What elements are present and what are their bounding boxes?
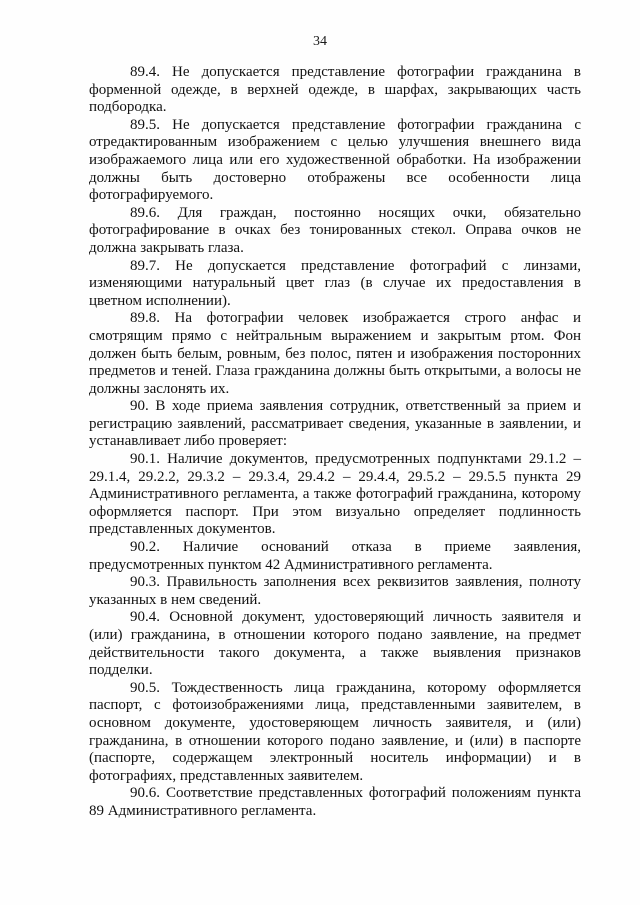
page-number: 34 xyxy=(313,34,327,49)
paragraph-89-7: 89.7. Не допускается представление фотографий с линзами, изменяющими натуральный цвет глаз (в случае их предоставления в цветном исполнении). xyxy=(89,257,581,309)
paragraph-89-5: 89.5. Не допускается представление фотографии гражданина с отредактированным изображением с целью улучшения внешнего вида изображаемого лица или его художественной обработки. На изображении должны быть достоверно отображены все особенности лица фотографируемого. xyxy=(89,116,581,204)
paragraph-90: 90. В ходе приема заявления сотрудник, ответственный за прием и регистрацию заявлений, рассматривает сведения, указанные в заявлении, и устанавливает либо проверяет: xyxy=(89,398,581,450)
paragraph-90-6: 90.6. Соответствие представленных фотографий положениям пункта 89 Административного регламента. xyxy=(89,785,581,819)
paragraph-89-6: 89.6. Для граждан, постоянно носящих очки, обязательно фотографирование в очках без тонированных стекол. Оправа очков не должна закрывать глаза. xyxy=(89,204,581,256)
paragraph-90-5: 90.5. Тождественность лица гражданина, которому оформляется паспорт, с фотоизображениями лица, представленными заявителем, в основном документе, удостоверяющем личность заявителя, и (или) гражданина, в отношении которого подано заявление, и (или) в паспорте (паспорте, содержащем электронный носитель информации) и в фотографиях, представленных заявителем. xyxy=(89,679,581,784)
paragraph-89-4: 89.4. Не допускается представление фотографии гражданина в форменной одежде, в верхней одежде, в шарфах, закрывающих часть подбородка. xyxy=(89,64,581,116)
document-body xyxy=(89,64,581,821)
paragraph-90-3: 90.3. Правильность заполнения всех реквизитов заявления, полноту указанных в нем сведений. xyxy=(89,574,581,608)
paragraph-90-1: 90.1. Наличие документов, предусмотренных подпунктами 29.1.2 – 29.1.4, 29.2.2, 29.3.2 – 29.3.4, 29.4.2 – 29.4.4, 29.5.2 – 29.5.5 пункта 29 Административного регламента, а также фотографий гражданина, которому оформляется паспорт. При этом визуально определяет подлинность представленных документов. xyxy=(89,451,581,538)
paragraph-90-2: 90.2. Наличие оснований отказа в приеме заявления, предусмотренных пунктом 42 Административного регламента. xyxy=(89,539,581,573)
paragraph-89-8: 89.8. На фотографии человек изображается строго анфас и смотрящим прямо с нейтральным выражением и закрытым ртом. Фон должен быть белым, ровным, без полос, пятен и изображения посторонних предметов и теней. Глаза гражданина должны быть открытыми, а волосы не должны заслонять их. xyxy=(89,310,581,397)
paragraph-90-4: 90.4. Основной документ, удостоверяющий личность заявителя и (или) гражданина, в отношении которого подано заявление, на предмет действительности такого документа, а также выявления признаков подделки. xyxy=(89,609,581,679)
